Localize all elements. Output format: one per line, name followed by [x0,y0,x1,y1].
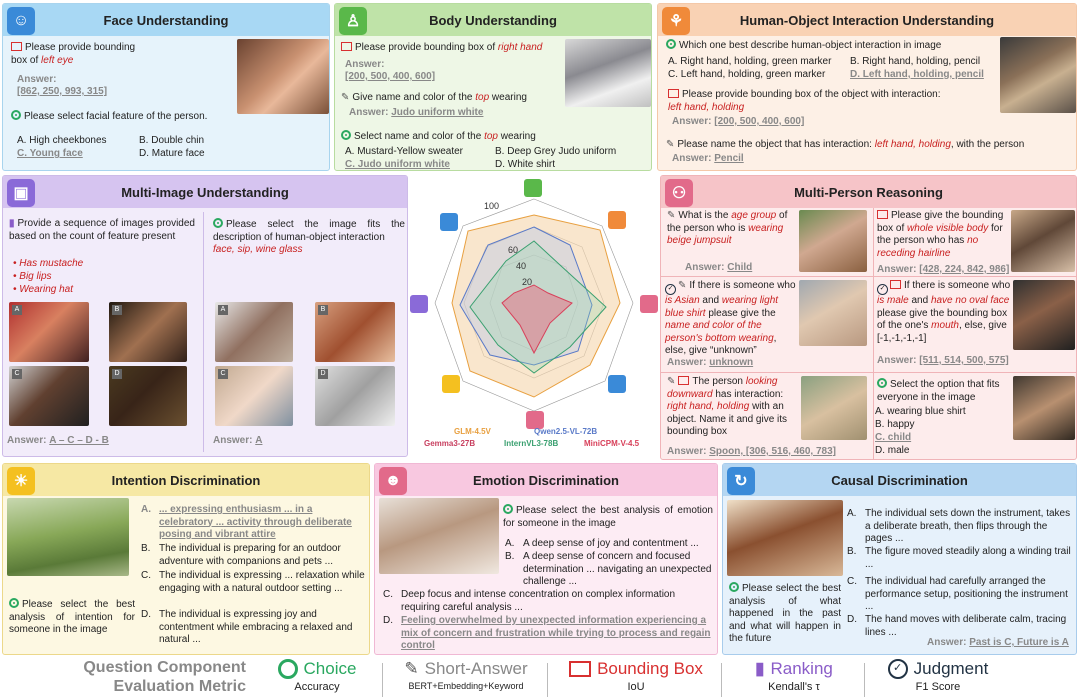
face-answer1: [862, 250, 993, 315] [17,86,108,97]
multi-img-b2: B [315,302,395,362]
face-icon: ☺ [7,7,35,35]
emotion-icon: ☻ [379,467,407,495]
multi-img-a: A [9,302,89,362]
multi-img-b: B [109,302,187,362]
judgment-icon: ✓ [665,284,676,295]
face-panel: ☺ Face Understanding Please provide bounding box of left eye Answer: [862, 250, 993, 315] Please select facial feature of the person. A. High cheekbones B. Double chin C. Young face D. Mature face [2,3,330,171]
ranking-icon: ▮ [9,218,15,229]
hoi-header [658,4,1076,36]
face-image [237,39,329,114]
multi-img-d2: D [315,366,395,426]
radar-tick-100: 100 [484,201,500,211]
cycle-icon: ↻ [727,467,755,495]
legend-bbox: Bounding Box IoU [552,657,720,700]
emotion-panel: ☻ Emotion Discrimination Please select the best analysis of emotion for someone in the image A. A deep sense of joy and contentment ... B. A deep sense of concern and focused determination ... navigating an unexpected challenge ... C. Deep focus and intense concentration on complex information requiring careful analysis ... D. Feeling overwhelmed by unexpected information experiencing a mix of concern and frustration while trying to process and regain control [374,463,718,655]
multi-img-c: C [9,366,89,426]
person-icon: ♙ [339,7,367,35]
mpr-img3 [799,280,867,346]
face-title: Face Understanding [103,12,229,28]
hoi-image [1000,37,1076,113]
causal-title: Causal Discrimination [831,472,968,488]
face-q2: Please select facial feature of the person. [24,111,208,122]
radar-tick-40: 40 [516,261,527,271]
multi-img-d: D [109,366,187,426]
bbox-icon [11,42,22,51]
body-header [335,4,651,36]
judgment-legend-icon: ✓ [888,659,908,679]
legend-bar [0,657,1079,700]
legend-ranking: ▮ Ranking Kendall's τ [755,659,833,693]
hoi-panel: ⚘ Human-Object Interaction Understanding Which one best describe human-object interaction in image A. Right hand, holding, green marker B. Right hand, holding, pencil C. Left hand, holding, green marker D. Left hand, holding, pencil Please provide bounding box of the object with interaction: left hand, holding Answer: [200, 500, 400, 600] ✎ Please name the object that has interaction: left hand, holding, with the person Answer: Pencil [657,3,1077,171]
bbox-legend-icon [569,661,591,677]
causal-header [723,464,1076,496]
multi-header [3,176,407,208]
body-panel: ♙ Body Understanding Please provide bounding box of right hand Answer: [200, 500, 400, 600] ✎ Give name and color of the top wearing Answer: Judo uniform white Select name and color of the top wearing A. Mustard-Yellow sweater B. Deep Grey Judo uniform C. Judo uniform white D. White shirt [334,3,652,171]
legend-minicpm: MiniCPM-V-4.5 [584,439,640,448]
body-image [565,39,651,107]
pencil-icon: ✎ [341,92,350,103]
multi-image-panel: ▣ Multi-Image Understanding ▮ Provide a sequence of images provided based on the count of feature present • Has mustache • Big lips • Wearing hat Please select the image fits the description of human-object interaction face, sip, wine glass A B C D A B C D Answer: A – C – D - B Answer: A [2,175,408,457]
intent-panel: ☀ Intention Discrimination Please select the best analysis of intention for someone in the image A. ... expressing enthusiasm ... in a celebratory ... activity through deliberate posing and vibrant attire B. The individual is preparing for an outdoor adventure with companions and pets ... C. The individual is expressing ... relaxation while engaging with a natural outdoor setting ... D. The individual is expressing joy and contentment while embracing a relaxed and natural ... [2,463,370,655]
radar-tick-60: 60 [508,245,519,255]
legend-judgment: ✓ Judgment F1 Score [868,657,1008,700]
choice-icon [11,110,21,120]
radar-tick-20: 20 [522,277,533,287]
face-header [3,4,329,36]
intent-image [7,498,129,576]
gallery-icon: ▣ [7,179,35,207]
group-icon: ⚇ [665,179,693,207]
intent-header [3,464,369,496]
mpr-img5 [801,376,867,440]
body-title: Body Understanding [429,12,557,28]
mpr-img1 [799,210,867,272]
radar-chart [410,175,658,457]
emotion-header [375,464,717,496]
legend-internvl: InternVL3-78B [504,439,559,448]
legend-gemma: Gemma3-27B [424,439,476,448]
mpr-img6 [1013,376,1075,440]
mpr-img2 [1011,210,1075,272]
mpr-title: Multi-Person Reasoning [794,184,943,200]
multi-img-a2: A [215,302,293,362]
hoi-title: Human-Object Interaction Understanding [739,12,995,28]
bulb-icon: ☀ [7,467,35,495]
multi-title: Multi-Image Understanding [121,184,289,200]
intent-title: Intention Discrimination [111,472,261,488]
ranking-legend-icon: ▮ [755,659,765,678]
causal-image [727,500,843,576]
multi-img-c2: C [215,366,293,426]
choice-legend-icon [278,659,298,679]
mpr-header [661,176,1076,208]
mpr-img4 [1013,280,1075,350]
legend-label1: Question Component [83,659,246,676]
pencil-legend-icon: ✎ [404,659,419,678]
legend-choice: Choice Accuracy [252,657,382,700]
legend-short-answer: ✎ Short-Answer BERT+Embedding+Keyword [404,659,528,691]
legend-label2: Evaluation Metric [113,678,246,695]
emotion-title: Emotion Discrimination [473,472,619,488]
hoi-icon: ⚘ [662,7,690,35]
mpr-panel: ⚇ Multi-Person Reasoning ✎ What is the age group of the person who is wearing beige jumpsuit Answer: Child Please give the bounding box of whole visible body for the person who has no receding hairline Answer: [428, 224, 842, 986] ✓ ✎ If there is someone who is Asian and wearing light blue shirt please give the name and color of the person's bottom wearing, else, give “unknown” Answer: unknown ✓ If there is someone who is male and have no oval face please give the bounding box of the one's mouth, else, give [-1,-1,-1,-1] Answer: [511, 514, 500, 575] ✎ The person looking downward has interaction: right hand, holding with an object. Name it and give its bounding box Answer: Spoon, [306, 516, 460, 783] Select the option that fits everyone in the image A. wearing blue shirt B. happy C. child D. male [660,175,1077,460]
legend-qwen: Qwen2.5-VL-72B [534,427,598,436]
causal-panel: ↻ Causal Discrimination Please select the best analysis of what happened in the past and what will happen in the future A. The individual sets down the instrument, takes a deliberate breath, then flips through the pages ... B. The figure moved steadily along a winding trail ... C. The individual had carefully arranged the performance setup, positioning the instrument ... D. The hand moves with deliberate calm, tracing lines ... Answer: Past is C, Future is A [722,463,1077,655]
legend-glm: GLM-4.5V [454,427,491,436]
emotion-image [379,498,499,574]
face-q1: Please provide bounding [25,42,136,53]
